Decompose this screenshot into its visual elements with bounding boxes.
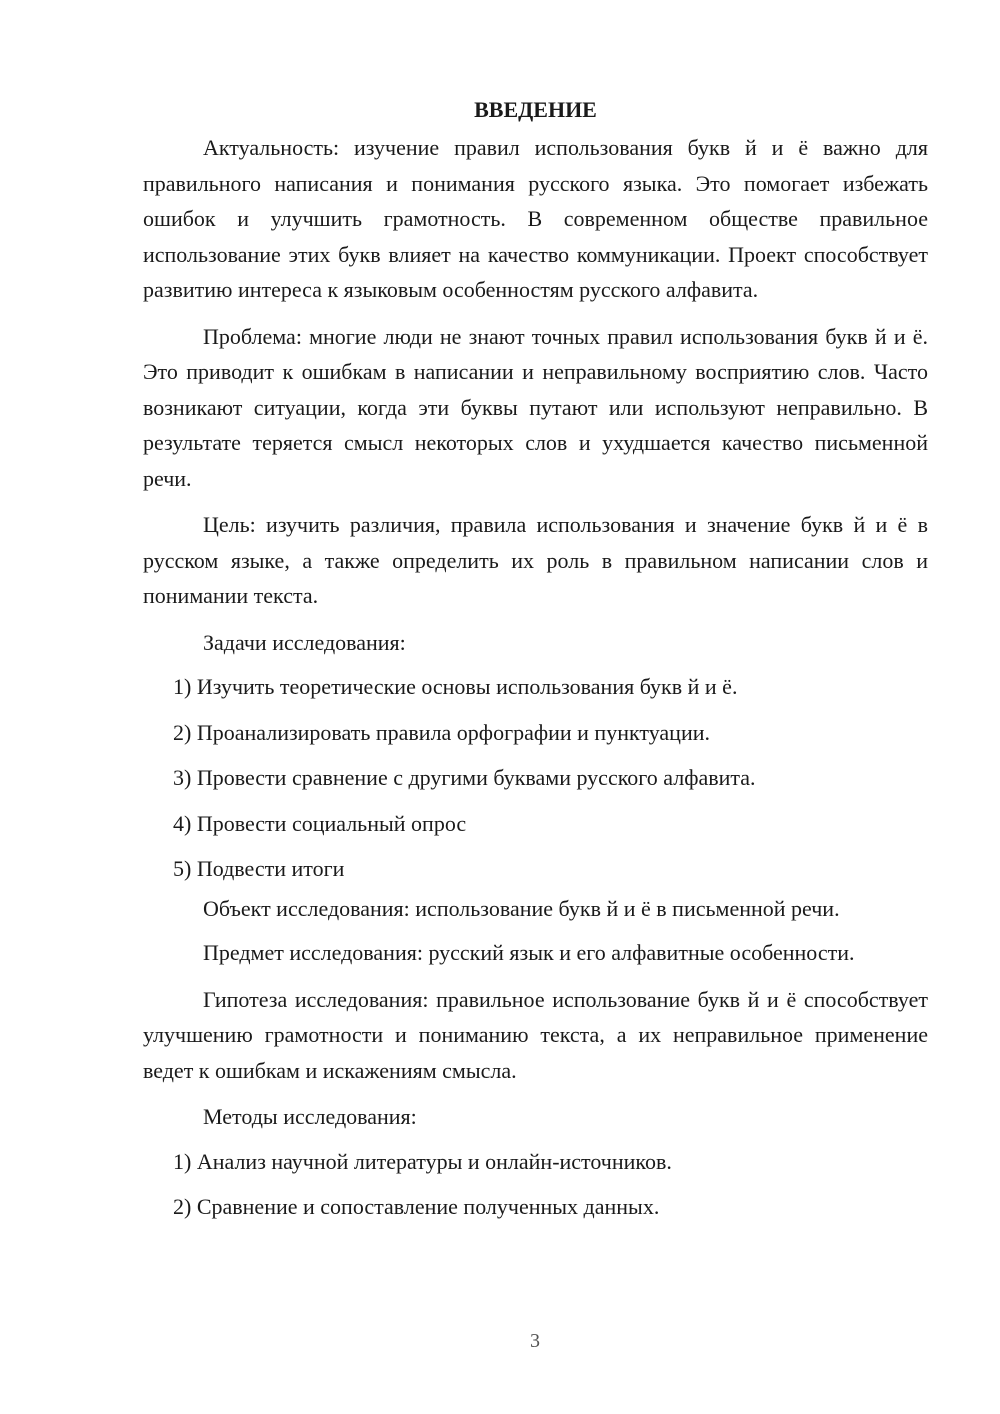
- problem-paragraph: Проблема: многие люди не знают точных правил использования букв й и ё. Это приводит к ошибкам в написании и неправильному восприятию слов. Часто возникают ситуации, когда эти буквы путают или используют неправильно. В результате теряется смысл некоторых слов и ухудшается качество письменной речи.: [143, 323, 928, 491]
- subject-paragraph: Предмет исследования: русский язык и его алфавитные особенности.: [203, 940, 855, 965]
- list-item: 5) Подвести итоги: [173, 856, 345, 881]
- section-title: ВВЕДЕНИЕ: [474, 97, 597, 122]
- list-item: 2) Сравнение и сопоставление полученных данных.: [173, 1194, 660, 1219]
- object-paragraph: Объект исследования: использование букв й и ё в письменной речи.: [203, 895, 840, 921]
- methods-heading: Методы исследования:: [203, 1104, 417, 1129]
- hypothesis-paragraph: Гипотеза исследования: правильное использование букв й и ё способствует улучшению грамотности и пониманию текста, а их неправильное применение ведет к ошибкам и искажениям смысла.: [143, 986, 928, 1083]
- tasks-list: [143, 669, 928, 887]
- page-number: 3: [530, 1330, 540, 1352]
- list-item: 1) Анализ научной литературы и онлайн-источников.: [173, 1148, 672, 1174]
- goal-paragraph: Цель: изучить различия, правила использования и значение букв й и ё в русском языке, а также определить их роль в правильном написании слов и понимании текста.: [143, 512, 928, 608]
- document-page: [143, 92, 928, 1235]
- list-item: 2) Проанализировать правила орфографии и пунктуации.: [173, 719, 710, 745]
- list-item: 4) Провести социальный опрос: [173, 810, 467, 836]
- tasks-heading: Задачи исследования:: [203, 629, 406, 655]
- list-item: 1) Изучить теоретические основы использования букв й и ё.: [173, 674, 738, 699]
- methods-list: [143, 1144, 928, 1225]
- list-item: 3) Провести сравнение с другими буквами русского алфавита.: [173, 765, 756, 790]
- relevance-paragraph: Актуальность: изучение правил использования букв й и ё важно для правильного написания и понимания русского языка. Это помогает избежать ошибок и улучшить грамотность. В современном обществе правильное использование этих букв влияет на качество коммуникации. Проект способствует развитию интереса к языковым особенностям русского алфавита.: [143, 135, 928, 302]
